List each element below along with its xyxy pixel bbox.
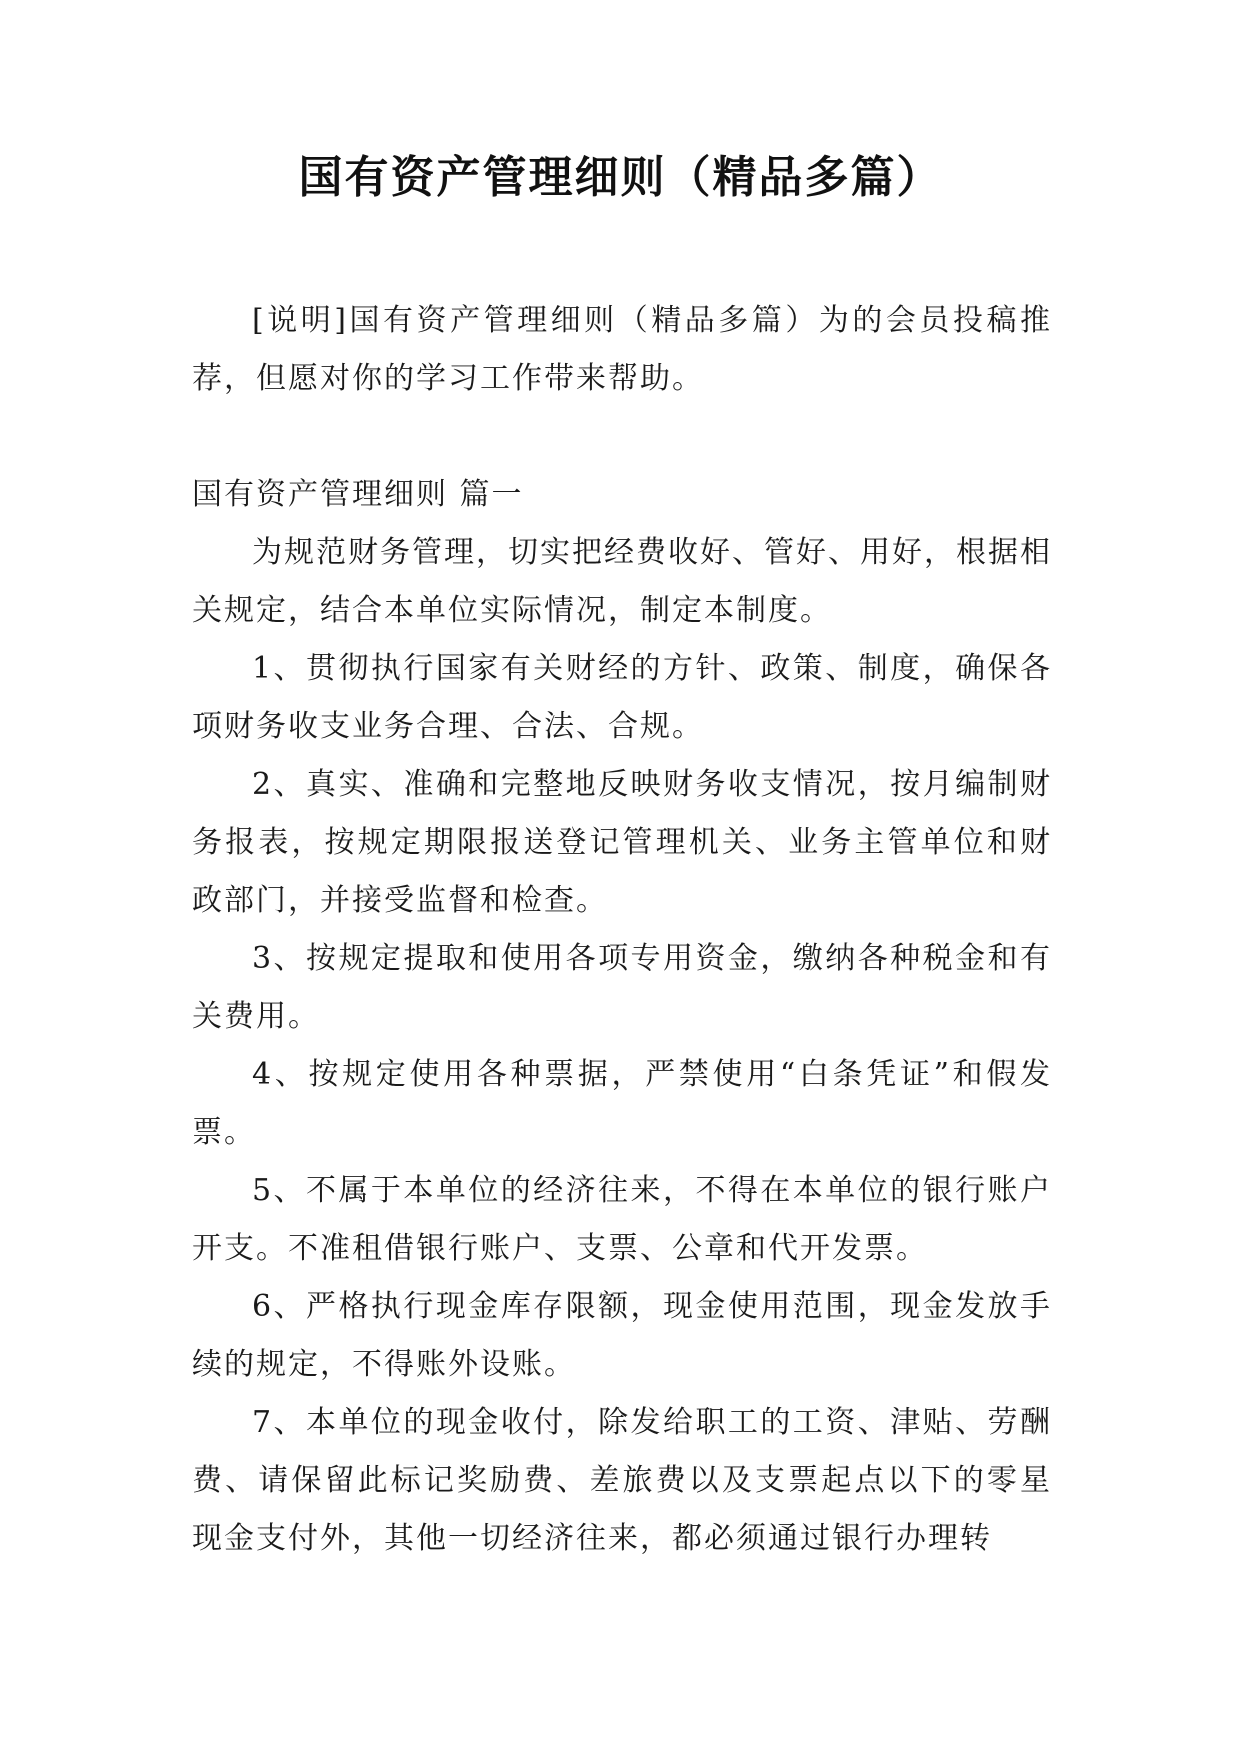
body-paragraph-1: 1、贯彻执行国家有关财经的方针、政策、制度，确保各项财务收支业务合理、合法、合规。 (192, 651, 1052, 744)
body-paragraph-7: 7、本单位的现金收付，除发给职工的工资、津贴、劳酬费、请保留此标记奖励费、差旅费以及支票起点以下的零星现金支付外，其他一切经济往来，都必须通过银行办理转 (192, 1405, 1052, 1556)
body-paragraph-5: 5、不属于本单位的经济往来，不得在本单位的银行账户开支。不准租借银行账户、支票、公章和代开发票。 (192, 1173, 1052, 1266)
document-body (192, 292, 1052, 1568)
note-paragraph: [说明]国有资产管理细则（精品多篇）为的会员投稿推荐，但愿对你的学习工作带来帮助。 (192, 303, 1052, 396)
body-paragraph-intro: 为规范财务管理，切实把经费收好、管好、用好，根据相关规定，结合本单位实际情况，制定本制度。 (192, 535, 1052, 628)
section-heading: 国有资产管理细则 篇一 (192, 477, 524, 512)
document-title: 国有资产管理细则（精品多篇） (298, 152, 943, 203)
body-paragraph-2: 2、真实、准确和完整地反映财务收支情况，按月编制财务报表，按规定期限报送登记管理机关、业务主管单位和财政部门，并接受监督和检查。 (192, 767, 1052, 918)
body-paragraph-3: 3、按规定提取和使用各项专用资金，缴纳各种税金和有关费用。 (192, 941, 1052, 1034)
body-paragraph-4: 4、按规定使用各种票据，严禁使用“白条凭证”和假发票。 (192, 1057, 1052, 1150)
body-paragraph-6: 6、严格执行现金库存限额，现金使用范围，现金发放手续的规定，不得账外设账。 (192, 1289, 1052, 1382)
